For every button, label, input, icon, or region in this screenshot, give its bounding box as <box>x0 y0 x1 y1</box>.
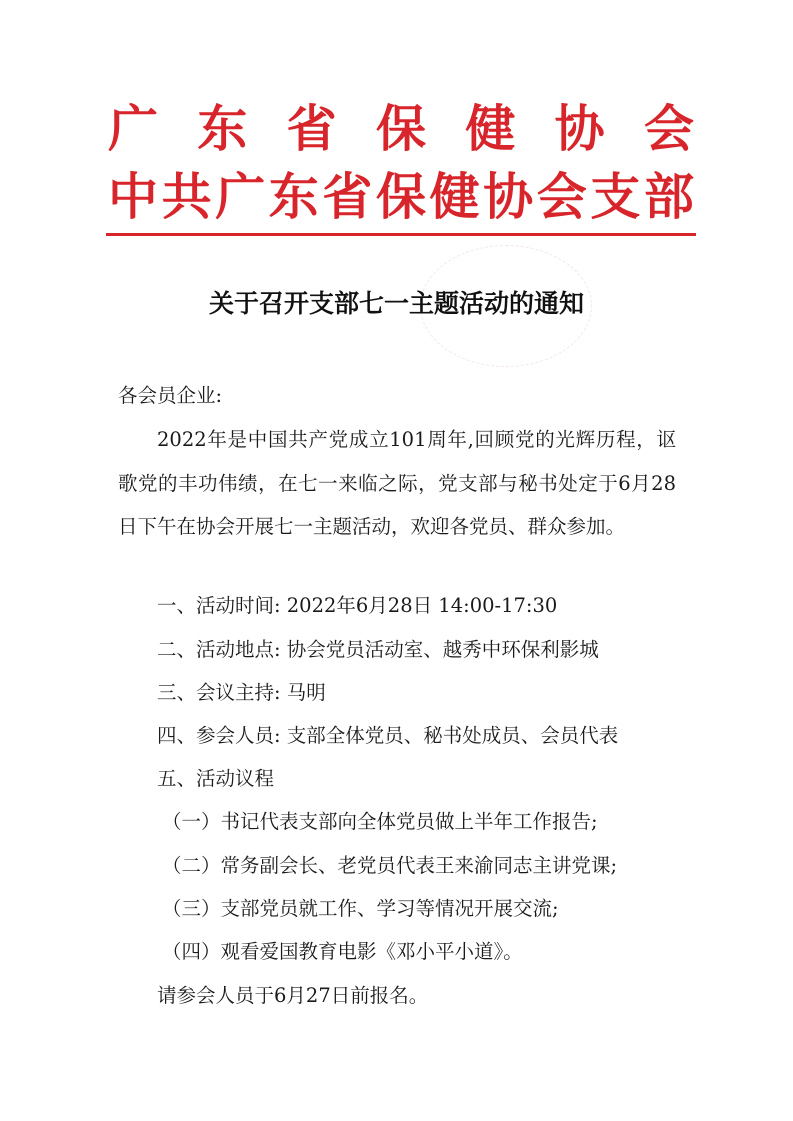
item-time: 一、活动时间: 2022年6月28日 14:00-17:30 <box>157 594 558 617</box>
org-name-heading: 广 东 省 保 健 协 会 <box>108 99 694 158</box>
salutation: 各会员企业: <box>118 384 223 407</box>
item-location: 二、活动地点: 协会党员活动室、越秀中环保利影城 <box>157 638 599 661</box>
agenda-item-1: （一）书记代表支部向全体党员做上半年工作报告; <box>162 810 598 833</box>
item-attendees: 四、参会人员: 支部全体党员、秘书处成员、会员代表 <box>157 724 619 747</box>
agenda-item-4: （四）观看爱国教育电影《邓小平小道》。 <box>162 940 523 963</box>
item-agenda-heading: 五、活动议程 <box>157 767 275 790</box>
header-red-rule <box>106 233 696 236</box>
branch-name-heading: 中共广东省保健协会支部 <box>108 167 694 226</box>
notice-title: 关于召开支部七一主题活动的通知 <box>208 289 584 318</box>
closing-line: 请参会人员于6月27日前报名。 <box>157 984 429 1007</box>
agenda-item-3: （三）支部党员就工作、学习等情况开展交流; <box>162 897 559 920</box>
agenda-item-2: （二）常务副会长、老党员代表王来渝同志主讲党课; <box>162 854 618 877</box>
intro-paragraph: 2022年是中国共产党成立101周年,回顾党的光辉历程，讴歌党的丰功伟绩，在七一来临之际，党支部与秘书处定于6月28日下午在协会开展七一主题活动，欢迎各党员、群众参加。 <box>118 428 676 538</box>
item-host: 三、会议主持: 马明 <box>157 681 326 704</box>
